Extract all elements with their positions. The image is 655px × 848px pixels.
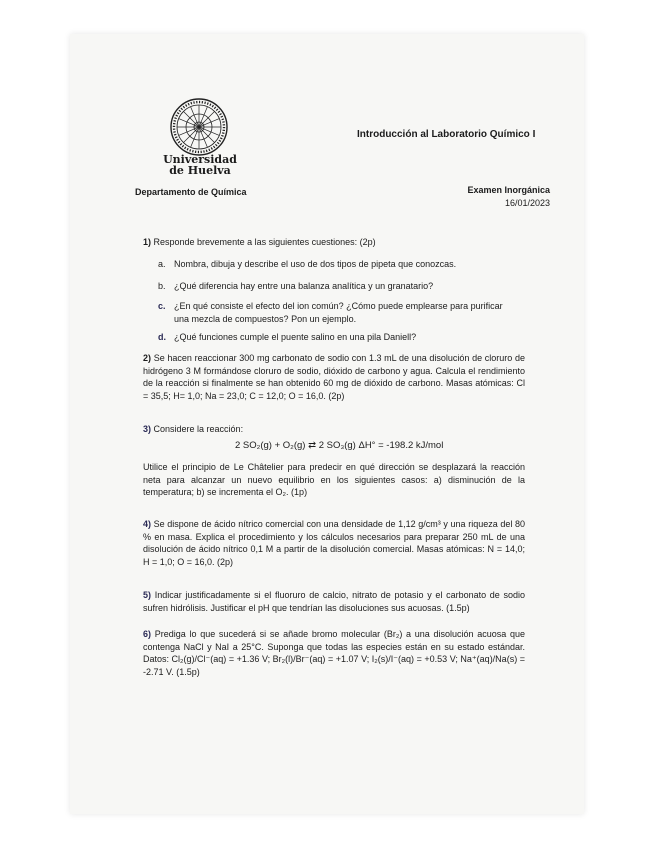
question-5-text: Indicar justificadamente si el fluoruro de calcio, nitrato de potasio y el carbonato de sodio sufren hidrólisis. Justificar el pH que tendrían las disoluciones sus acuosas. (1.5p) — [143, 590, 525, 613]
university-name-line2: de Huelva — [169, 164, 231, 177]
exam-info — [467, 184, 550, 210]
question-2-number: 2) — [143, 353, 152, 363]
question-3 — [143, 423, 525, 436]
question-5 — [143, 589, 525, 614]
question-4-text: Se dispone de ácido nítrico comercial con una densidade de 1,12 g/cm³ y una riqueza del 80 % en masa. Explica el procedimiento y los cálculos necesarios para preparar 250 mL de una disolución de ácido nítrico 0,1 M a partir de la disolución comercial. Masas atómicas: N = 14,0; H = 1,0; O = 16,0. (2p) — [143, 519, 525, 567]
question-4-number: 4) — [143, 519, 152, 529]
exam-date: 16/01/2023 — [504, 198, 550, 208]
question-6-number: 6) — [143, 629, 152, 639]
item-letter: d. — [158, 332, 166, 342]
university-name-line1: Universidad — [163, 153, 237, 166]
question-1 — [143, 236, 523, 249]
reaction-equation: 2 SO₂(g) + O₂(g) ⇄ 2 SO₃(g) ΔH° = -198.2 kJ/mol — [235, 440, 444, 451]
question-1-number: 1) — [143, 237, 152, 247]
question-2-text: Se hacen reaccionar 300 mg carbonato de sodio con 1.3 mL de una disolución de cloruro de hidrógeno 3 M formándose cloruro de sodio, dióxido de carbono y agua. Calcula el rendimiento de la reacción si finalmente se han obtenido 60 mg de dióxido de carbono. Masas atómicas: Cl = 35,5; H= 1,0; Na = 23,0; C = 12,0; O = 16,0. (2p) — [143, 353, 525, 401]
university-seal-logo — [164, 96, 234, 158]
question-1-item-c — [158, 300, 518, 325]
question-1-item-d — [158, 331, 518, 344]
question-5-number: 5) — [143, 590, 152, 600]
question-3-number: 3) — [143, 424, 152, 434]
question-2 — [143, 352, 525, 402]
item-letter: c. — [158, 301, 166, 311]
question-1-item-a — [158, 258, 518, 271]
question-6 — [143, 628, 525, 678]
item-text: ¿En qué consiste el efecto del ion común? ¿Cómo puede emplearse para purificar una mezcla de compuestos? Pon un ejemplo. — [174, 301, 503, 324]
question-4 — [143, 518, 525, 568]
question-6-text: Prediga lo que sucederá si se añade bromo molecular (Br₂) a una disolución acuosa que contenga NaCl y NaI a 25°C. Suponga que todas las especies están en su estado estándar. Datos: Cl₂(g)/Cl⁻(aq) = +1.36 V; Br₂(l)/Br⁻(aq) = +1.07 V; I₂(s)/I⁻(aq) = +0.53 V; Na⁺(aq)/Na(s) = -2.71 V. (1.5p) — [143, 629, 525, 677]
university-name — [150, 154, 250, 176]
question-1-item-b — [158, 280, 518, 293]
item-letter: a. — [158, 259, 166, 269]
question-3-body: Utilice el principio de Le Châtelier para predecir en qué dirección se desplazará la reacción neta para alcanzar un nuevo equilibrio en los siguientes casos: a) disminución de la temperatura; b) se incrementa el O₂. (1p) — [143, 462, 525, 498]
department-name: Departamento de Química — [135, 187, 247, 197]
item-letter: b. — [158, 281, 166, 291]
question-3-text: Considere la reacción: — [151, 424, 244, 434]
item-text: ¿Qué diferencia hay entre una balanza analítica y un granatario? — [174, 281, 434, 291]
item-text: Nombra, dibuja y describe el uso de dos tipos de pipeta que conozcas. — [174, 259, 457, 269]
exam-title: Examen Inorgánica — [467, 185, 550, 195]
question-1-text: Responde brevemente a las siguientes cuestiones: (2p) — [151, 237, 376, 247]
course-title: Introducción al Laboratorio Químico I — [357, 129, 536, 140]
item-text: ¿Qué funciones cumple el puente salino en una pila Daniell? — [174, 332, 417, 342]
